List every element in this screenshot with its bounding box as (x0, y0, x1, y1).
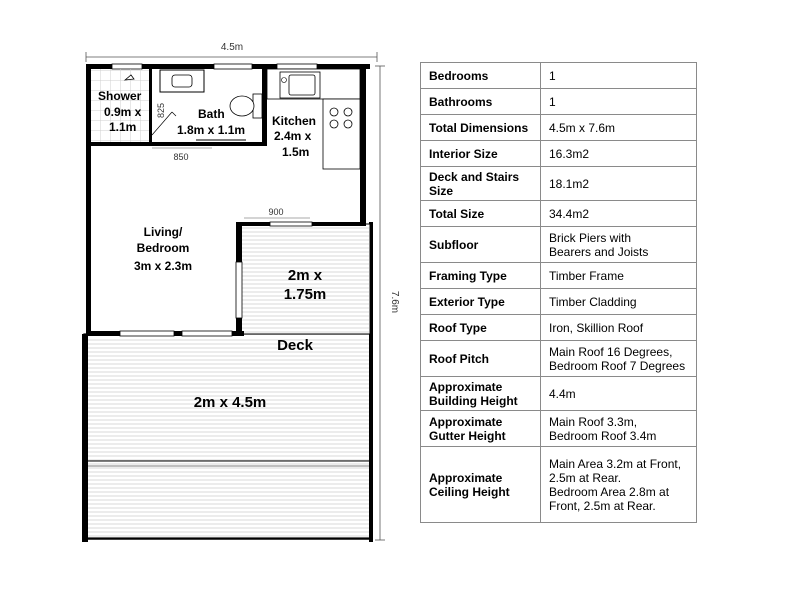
depth-label: 7.6m (389, 290, 400, 314)
dimension-825 (156, 103, 166, 118)
shower-size-a: 0.9m x (104, 105, 142, 119)
width-dimension (86, 42, 377, 62)
dimension-850 (152, 148, 212, 162)
spec-row (421, 227, 697, 263)
spec-label: Framing Type (421, 263, 541, 289)
spec-label: Bedrooms (421, 63, 541, 89)
spec-value: 4.5m x 7.6m (541, 115, 697, 141)
spec-row (421, 263, 697, 289)
kitchen-size-b: 1.5m (282, 145, 310, 159)
svg-text:825: 825 (156, 102, 166, 118)
spec-row (421, 63, 697, 89)
spec-label: Deck and Stairs Size (421, 167, 541, 201)
spec-label: Total Size (421, 201, 541, 227)
spec-row (421, 167, 697, 201)
dimension-900 (244, 207, 310, 218)
toilet-bowl-icon (230, 96, 254, 116)
spec-row (421, 115, 697, 141)
spec-label: Roof Pitch (421, 341, 541, 377)
deck-name: Deck (277, 337, 313, 354)
spec-value: 18.1m2 (541, 167, 697, 201)
spec-row (421, 447, 697, 523)
spec-value: 1 (541, 89, 697, 115)
spec-value: 34.4m2 (541, 201, 697, 227)
spec-value: Timber Frame (541, 263, 697, 289)
spec-value: Timber Cladding (541, 289, 697, 315)
hotplate-icon (344, 108, 352, 116)
deck-size: 2m x 4.5m (193, 394, 267, 411)
depth-dimension (375, 66, 400, 540)
spec-label: Total Dimensions (421, 115, 541, 141)
spec-row (421, 89, 697, 115)
spec-row (421, 315, 697, 341)
bath (152, 70, 262, 140)
kitchen (267, 69, 360, 169)
upper-deck-size-b: 1.75m (283, 286, 327, 303)
spec-label: Roof Type (421, 315, 541, 341)
spec-row (421, 141, 697, 167)
spec-value: 1 (541, 63, 697, 89)
upper-deck-size-a: 2m x (287, 267, 323, 284)
living-size: 3m x 2.3m (133, 259, 193, 273)
spec-row (421, 341, 697, 377)
shower-name: Shower (98, 89, 142, 103)
hotplate-icon (330, 108, 338, 116)
spec-row (421, 289, 697, 315)
shower (91, 69, 149, 142)
spec-label: Exterior Type (421, 289, 541, 315)
width-label: 4.5m (220, 42, 244, 53)
spec-value: Main Roof 3.3m, Bedroom Roof 3.4m (541, 411, 697, 447)
spec-value: 16.3m2 (541, 141, 697, 167)
svg-text:850: 850 (173, 152, 189, 162)
spec-value: Main Area 3.2m at Front, 2.5m at Rear. Bedroom Area 2.8m at Front, 2.5m at Rear. (541, 447, 697, 523)
kitchen-size-a: 2.4m x (274, 129, 312, 143)
spec-row (421, 201, 697, 227)
bath-name: Bath (198, 107, 225, 121)
spec-label: Subfloor (421, 227, 541, 263)
specifications-table (420, 62, 697, 523)
bath-size: 1.8m x 1.1m (177, 123, 246, 137)
living-name-b: Bedroom (136, 241, 190, 255)
svg-text:900: 900 (268, 207, 284, 217)
spec-label: Bathrooms (421, 89, 541, 115)
spec-row (421, 377, 697, 411)
spec-value: 4.4m (541, 377, 697, 411)
hotplate-icon (344, 120, 352, 128)
spec-value: Brick Piers with Bearers and Joists (541, 227, 697, 263)
living-bedroom (134, 225, 192, 273)
kitchen-name: Kitchen (272, 114, 317, 128)
spec-value: Main Roof 16 Degrees, Bedroom Roof 7 Degrees (541, 341, 697, 377)
spec-label: Approximate Building Height (421, 377, 541, 411)
hotplate-icon (330, 120, 338, 128)
spec-label: Approximate Gutter Height (421, 411, 541, 447)
spec-row (421, 411, 697, 447)
basin-icon (172, 75, 192, 87)
spec-label: Interior Size (421, 141, 541, 167)
spec-value: Iron, Skillion Roof (541, 315, 697, 341)
spec-label: Approximate Ceiling Height (421, 447, 541, 523)
living-name-a: Living/ (143, 225, 183, 239)
shower-size-b: 1.1m (109, 120, 137, 134)
